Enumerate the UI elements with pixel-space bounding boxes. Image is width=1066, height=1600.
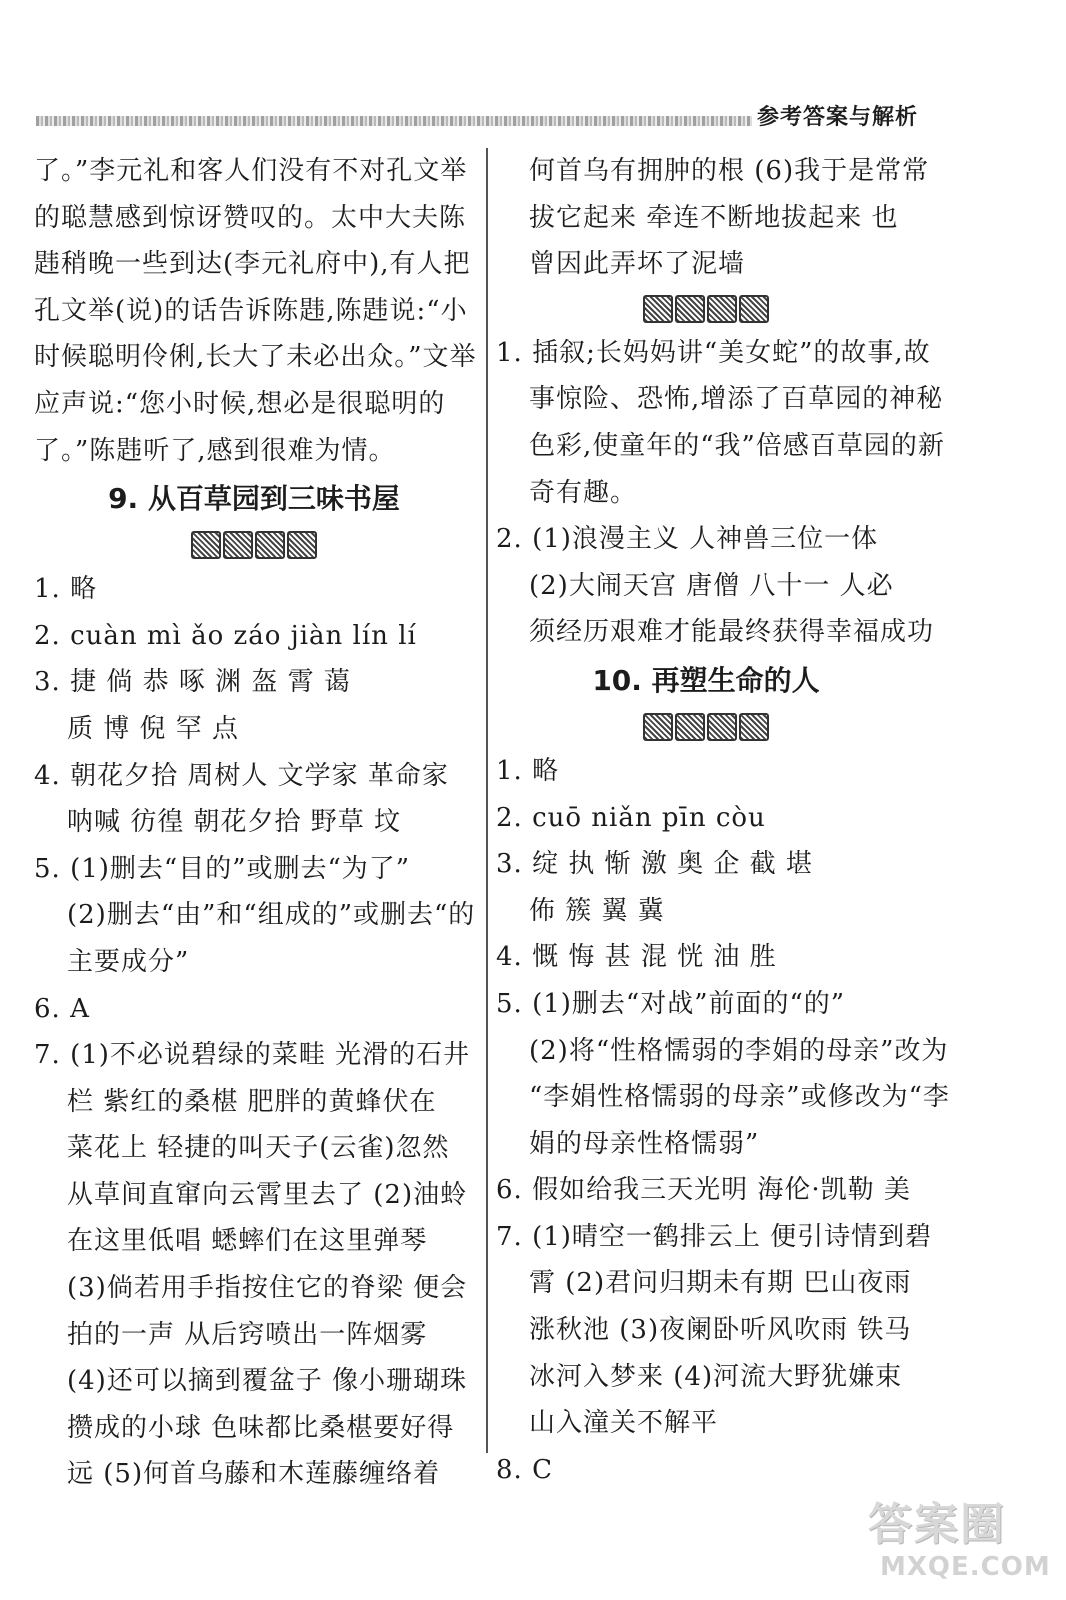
answer-line: 拔它起来 牵连不断地拔起来 也 <box>529 202 899 233</box>
badge-stamp-icon <box>191 531 317 559</box>
text-line: 时候聪明伶俐,长大了未必出众。”文举 <box>34 342 477 373</box>
answer-line: 奇有趣。 <box>529 477 638 508</box>
answer-line: (2)删去“由”和“组成的”或删去“的 <box>67 900 476 931</box>
watermark-url: MXQE.COM <box>880 1552 1051 1582</box>
header-title: 参考答案与解析 <box>756 105 918 130</box>
answer-line: 2. (1)浪漫主义 人神兽三位一体 <box>496 524 879 555</box>
text-line: 韪稍晚一些到达(李元礼府中),有人把 <box>34 249 471 280</box>
section-badge <box>496 706 916 748</box>
section-title: 10. 再塑生命的人 <box>592 663 820 697</box>
answer-line: 何首乌有拥肿的根 (6)我于是常常 <box>529 156 930 186</box>
watermark-logo: 答案圈 <box>868 1499 1006 1550</box>
answer-line: 主要成分” <box>67 946 190 977</box>
left-column <box>34 148 477 1498</box>
answer-line: 4. 朝花夕拾 周树人 文学家 革命家 <box>34 760 449 791</box>
answer-line: 远 (5)何首乌藤和木莲藤缠络着 <box>67 1459 441 1490</box>
text-line: 的聪慧感到惊讶赞叹的。太中大夫陈 <box>34 202 467 233</box>
answer-line: 2. cuàn mì ǎo záo jiàn lín lí <box>34 620 417 651</box>
answer-line: 1. 略 <box>496 755 560 786</box>
page-header <box>36 96 918 136</box>
text-line: 了。”李元礼和客人们没有不对孔文举 <box>34 156 468 186</box>
answer-line: 在这里低唱 蟋蟀们在这里弹琴 <box>67 1226 428 1257</box>
answer-line: 栏 紫红的桑椹 肥胖的黄蜂伏在 <box>67 1086 437 1117</box>
answer-line: 2. cuō niǎn pīn còu <box>496 802 766 833</box>
answer-line: 须经历艰难才能最终获得幸福成功 <box>529 617 935 648</box>
answer-line: 6. A <box>34 993 90 1024</box>
right-column <box>496 148 950 1493</box>
text-line: 了。”陈韪听了,感到很难为情。 <box>34 435 396 466</box>
answer-line: 8. C <box>496 1454 553 1485</box>
section-badge <box>496 288 916 330</box>
answer-line: (4)还可以摘到覆盆子 像小珊瑚珠 <box>67 1366 468 1397</box>
answer-line: 呐喊 彷徨 朝花夕拾 野草 坟 <box>67 807 402 838</box>
answer-line: 1. 插叙;长妈妈讲“美女蛇”的故事,故 <box>496 337 931 368</box>
answer-line: 攒成的小球 色味都比桑椹要好得 <box>67 1412 455 1443</box>
answer-line: 冰河入梦来 (4)河流大野犹嫌束 <box>529 1361 903 1392</box>
answer-line: 从草间直窜向云霄里去了 (2)油蛉 <box>67 1179 468 1210</box>
answer-line: (2)大闹天宫 唐僧 八十一 人必 <box>529 570 894 601</box>
answer-line: 佈 簇 翼 冀 <box>529 895 665 926</box>
answer-line: 5. (1)删去“目的”或删去“为了” <box>34 853 411 884</box>
section-title: 9. 从百草园到三味书屋 <box>108 482 400 516</box>
answer-line: 色彩,使童年的“我”倍感百草园的新 <box>529 430 945 461</box>
answer-line: “李娟性格懦弱的母亲”或修改为“李 <box>529 1082 950 1113</box>
answer-line: 5. (1)删去“对战”前面的“的” <box>496 988 846 1019</box>
answer-line: 菜花上 轻捷的叫天子(云雀)忽然 <box>67 1133 450 1164</box>
badge-stamp-icon <box>643 713 769 741</box>
answer-line: 事惊险、恐怖,增添了百草园的神秘 <box>529 384 944 415</box>
answer-line: 山入潼关不解平 <box>529 1408 719 1439</box>
watermark <box>868 1488 1051 1588</box>
answer-line: 霄 (2)君问归期未有期 巴山夜雨 <box>529 1268 912 1299</box>
answer-line: 拍的一声 从后窍喷出一阵烟雾 <box>67 1319 428 1350</box>
answer-line: (3)倘若用手指按住它的脊梁 便会 <box>67 1273 468 1304</box>
column-divider <box>486 148 488 1453</box>
answer-line: 娟的母亲性格懦弱” <box>529 1128 760 1159</box>
answer-line: 7. (1)不必说碧绿的菜畦 光滑的石井 <box>34 1040 471 1071</box>
header-rule <box>36 116 752 126</box>
answer-line: 7. (1)晴空一鹤排云上 便引诗情到碧 <box>496 1221 933 1252</box>
section-badge <box>34 524 474 566</box>
badge-stamp-icon <box>643 295 769 323</box>
text-line: 孔文举(说)的话告诉陈韪,陈韪说:“小 <box>34 295 468 326</box>
text-line: 应声说:“您小时候,想必是很聪明的 <box>34 388 446 419</box>
answer-line: 3. 捷 倘 恭 啄 渊 盔 霄 蔼 <box>34 667 351 698</box>
answer-line: 涨秋池 (3)夜阑卧听风吹雨 铁马 <box>529 1315 912 1346</box>
answer-line: 3. 绽 执 惭 激 奥 企 截 堪 <box>496 849 813 880</box>
answer-line: 曾因此弄坏了泥墙 <box>529 249 746 280</box>
answer-line: 6. 假如给我三天光明 海伦·凯勒 美 <box>496 1175 911 1206</box>
answer-line: 质 博 倪 罕 点 <box>67 713 240 744</box>
answer-line: 4. 慨 悔 甚 混 恍 油 胜 <box>496 942 777 973</box>
answer-line: (2)将“性格懦弱的李娟的母亲”改为 <box>529 1035 949 1066</box>
answer-line: 1. 略 <box>34 574 98 605</box>
